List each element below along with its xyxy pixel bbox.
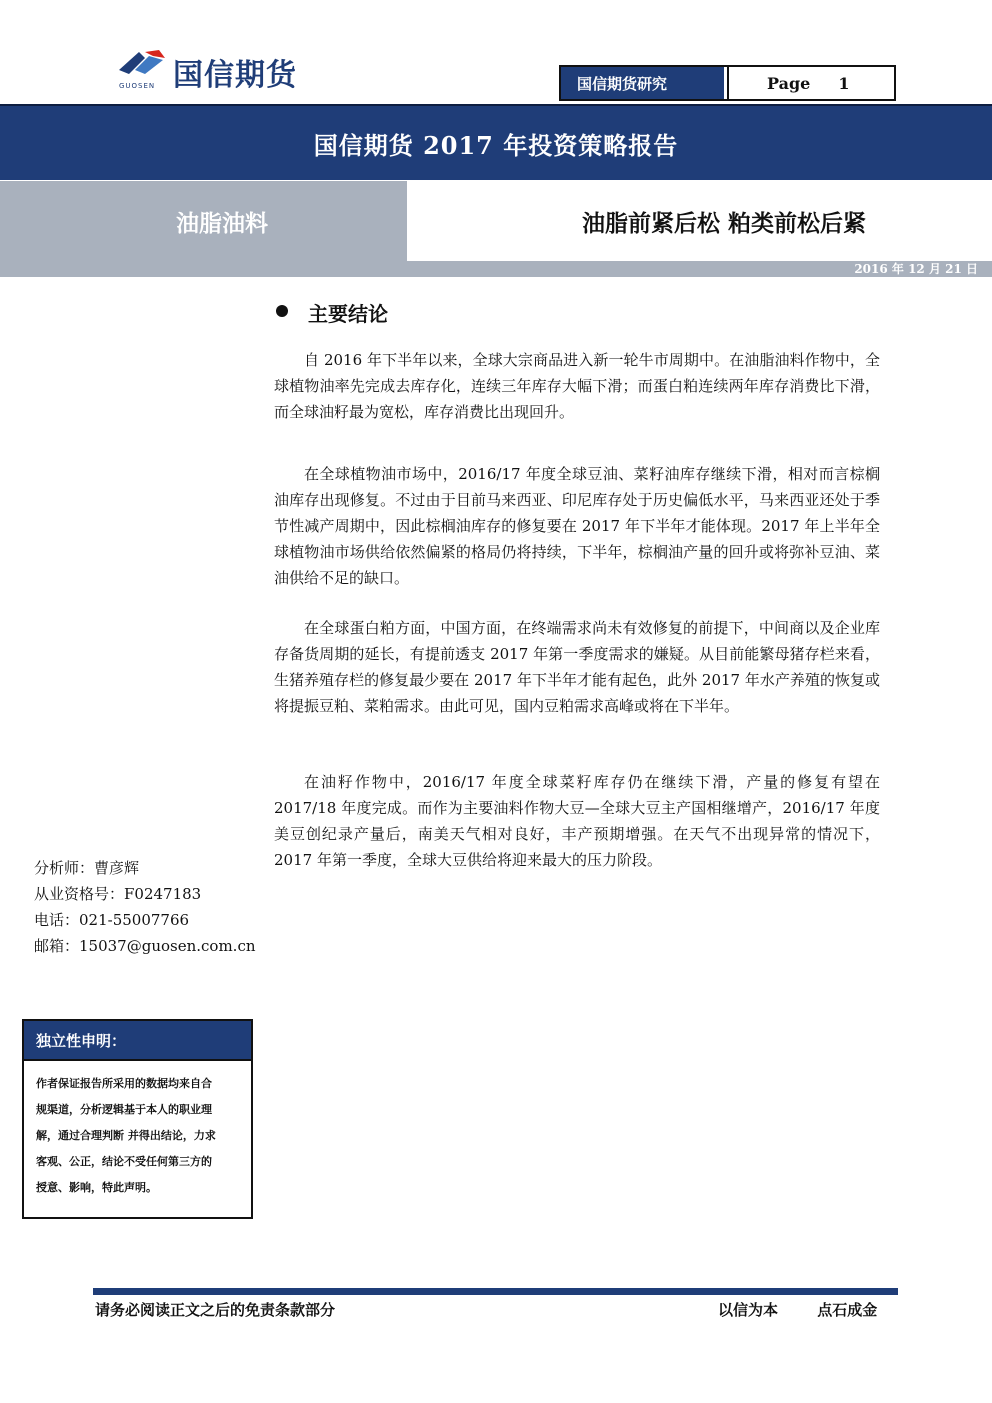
paragraph-2: 在全球植物油市场中，2016/17 年度全球豆油、菜籽油库存继续下滑，相对而言棕榈油库存出现修复。不过由于目前马来西亚、印尼库存处于历史偏低水平，马来西亚还处于季节性减产周期中，因此棕榈油库存的修复要在 2017 年下半年才能体现。2017 年上半年全球植物油市场供给依然偏紧的格局仍将持续，下半年，棕榈油产量的回升或将弥补豆油、菜油供给不足的缺口。 xyxy=(274,465,880,587)
logo-emblem-icon xyxy=(115,48,167,82)
section-title: 主要结论 xyxy=(308,302,388,326)
paragraph-3: 在全球蛋白粕方面，中国方面，在终端需求尚未有效修复的前提下，中间商以及企业库存备货周期的延长，有提前透支 2017 年第一季度需求的嫌疑。从目前能繁母猪存栏来看，生猪养殖存栏的修复最少要在 2017 年下半年才能有起色，此外 2017 年水产养殖的恢复或将提振豆粕、菜粕需求。由此可见，国内豆粕需求高峰或将在下半年。 xyxy=(274,619,880,715)
independence-line: 作者保证报告所采用的数据均来自合 xyxy=(36,1077,212,1090)
paragraph-1: 自 2016 年下半年以来，全球大宗商品进入新一轮牛市周期中。在油脂油料作物中，全球植物油率先完成去库存化，连续三年库存大幅下滑；而蛋白粕连续两年库存消费比下滑，而全球油籽最为宽松，库存消费比出现回升。 xyxy=(274,351,880,421)
category-label: 油脂油料 xyxy=(0,181,407,261)
section-bullet-icon xyxy=(276,305,288,317)
footer-rule xyxy=(93,1288,898,1295)
independence-body xyxy=(36,1071,241,1201)
independence-line: 授意、影响，特此声明。 xyxy=(36,1181,157,1194)
independence-line: 客观、公正，结论不受任何第三方的 xyxy=(36,1155,212,1168)
independence-title: 独立性申明： xyxy=(24,1021,251,1061)
independence-statement xyxy=(22,1019,253,1219)
footer-motto-1: 以信为本 xyxy=(718,1301,779,1319)
independence-line: 解，通过合理判断 并得出结论，力求 xyxy=(36,1129,216,1142)
footer-disclaimer: 请务必阅读正文之后的免责条款部分 xyxy=(95,1301,336,1319)
research-label: 国信期货研究 xyxy=(561,67,727,99)
analyst-license: 从业资格号：F0247183 xyxy=(34,885,202,903)
page-info-box xyxy=(559,65,896,101)
paragraph-4: 在油籽作物中，2016/17 年度全球菜籽库存仍在继续下滑，产量的修复有望在 2017/18 年度完成。而作为主要油料作物大豆—全球大豆主产国相继增产，2016/17 年度美豆创纪录产量后，南美天气相对良好，丰产预期增强。在天气不出现异常的情况下，2017 年第一季度，全球大豆供给将迎来最大的压力阶段。 xyxy=(274,773,880,869)
footer-motto xyxy=(718,1299,877,1320)
analyst-info xyxy=(34,855,256,959)
analyst-name: 分析师：曹彦辉 xyxy=(34,859,140,877)
page-number: 1 xyxy=(838,73,850,93)
report-headline: 油脂前紧后松 粕类前松后紧 xyxy=(581,209,866,237)
page-indicator xyxy=(727,67,894,99)
report-date: 2016 年 12 月 21 日 xyxy=(0,261,992,277)
logo-subtext: GUOSEN xyxy=(119,82,156,90)
logo-text: 国信期货 xyxy=(173,58,297,93)
footer-motto-2: 点石成金 xyxy=(817,1301,878,1319)
analyst-phone: 电话：021-55007766 xyxy=(34,911,190,929)
report-title: 国信期货 2017 年投资策略报告 xyxy=(0,104,992,180)
analyst-email: 邮箱：15037@guosen.com.cn xyxy=(34,937,256,955)
company-logo xyxy=(115,46,345,92)
independence-line: 规渠道，分析逻辑基于本人的职业理 xyxy=(36,1103,212,1116)
page-label: Page xyxy=(767,73,811,93)
